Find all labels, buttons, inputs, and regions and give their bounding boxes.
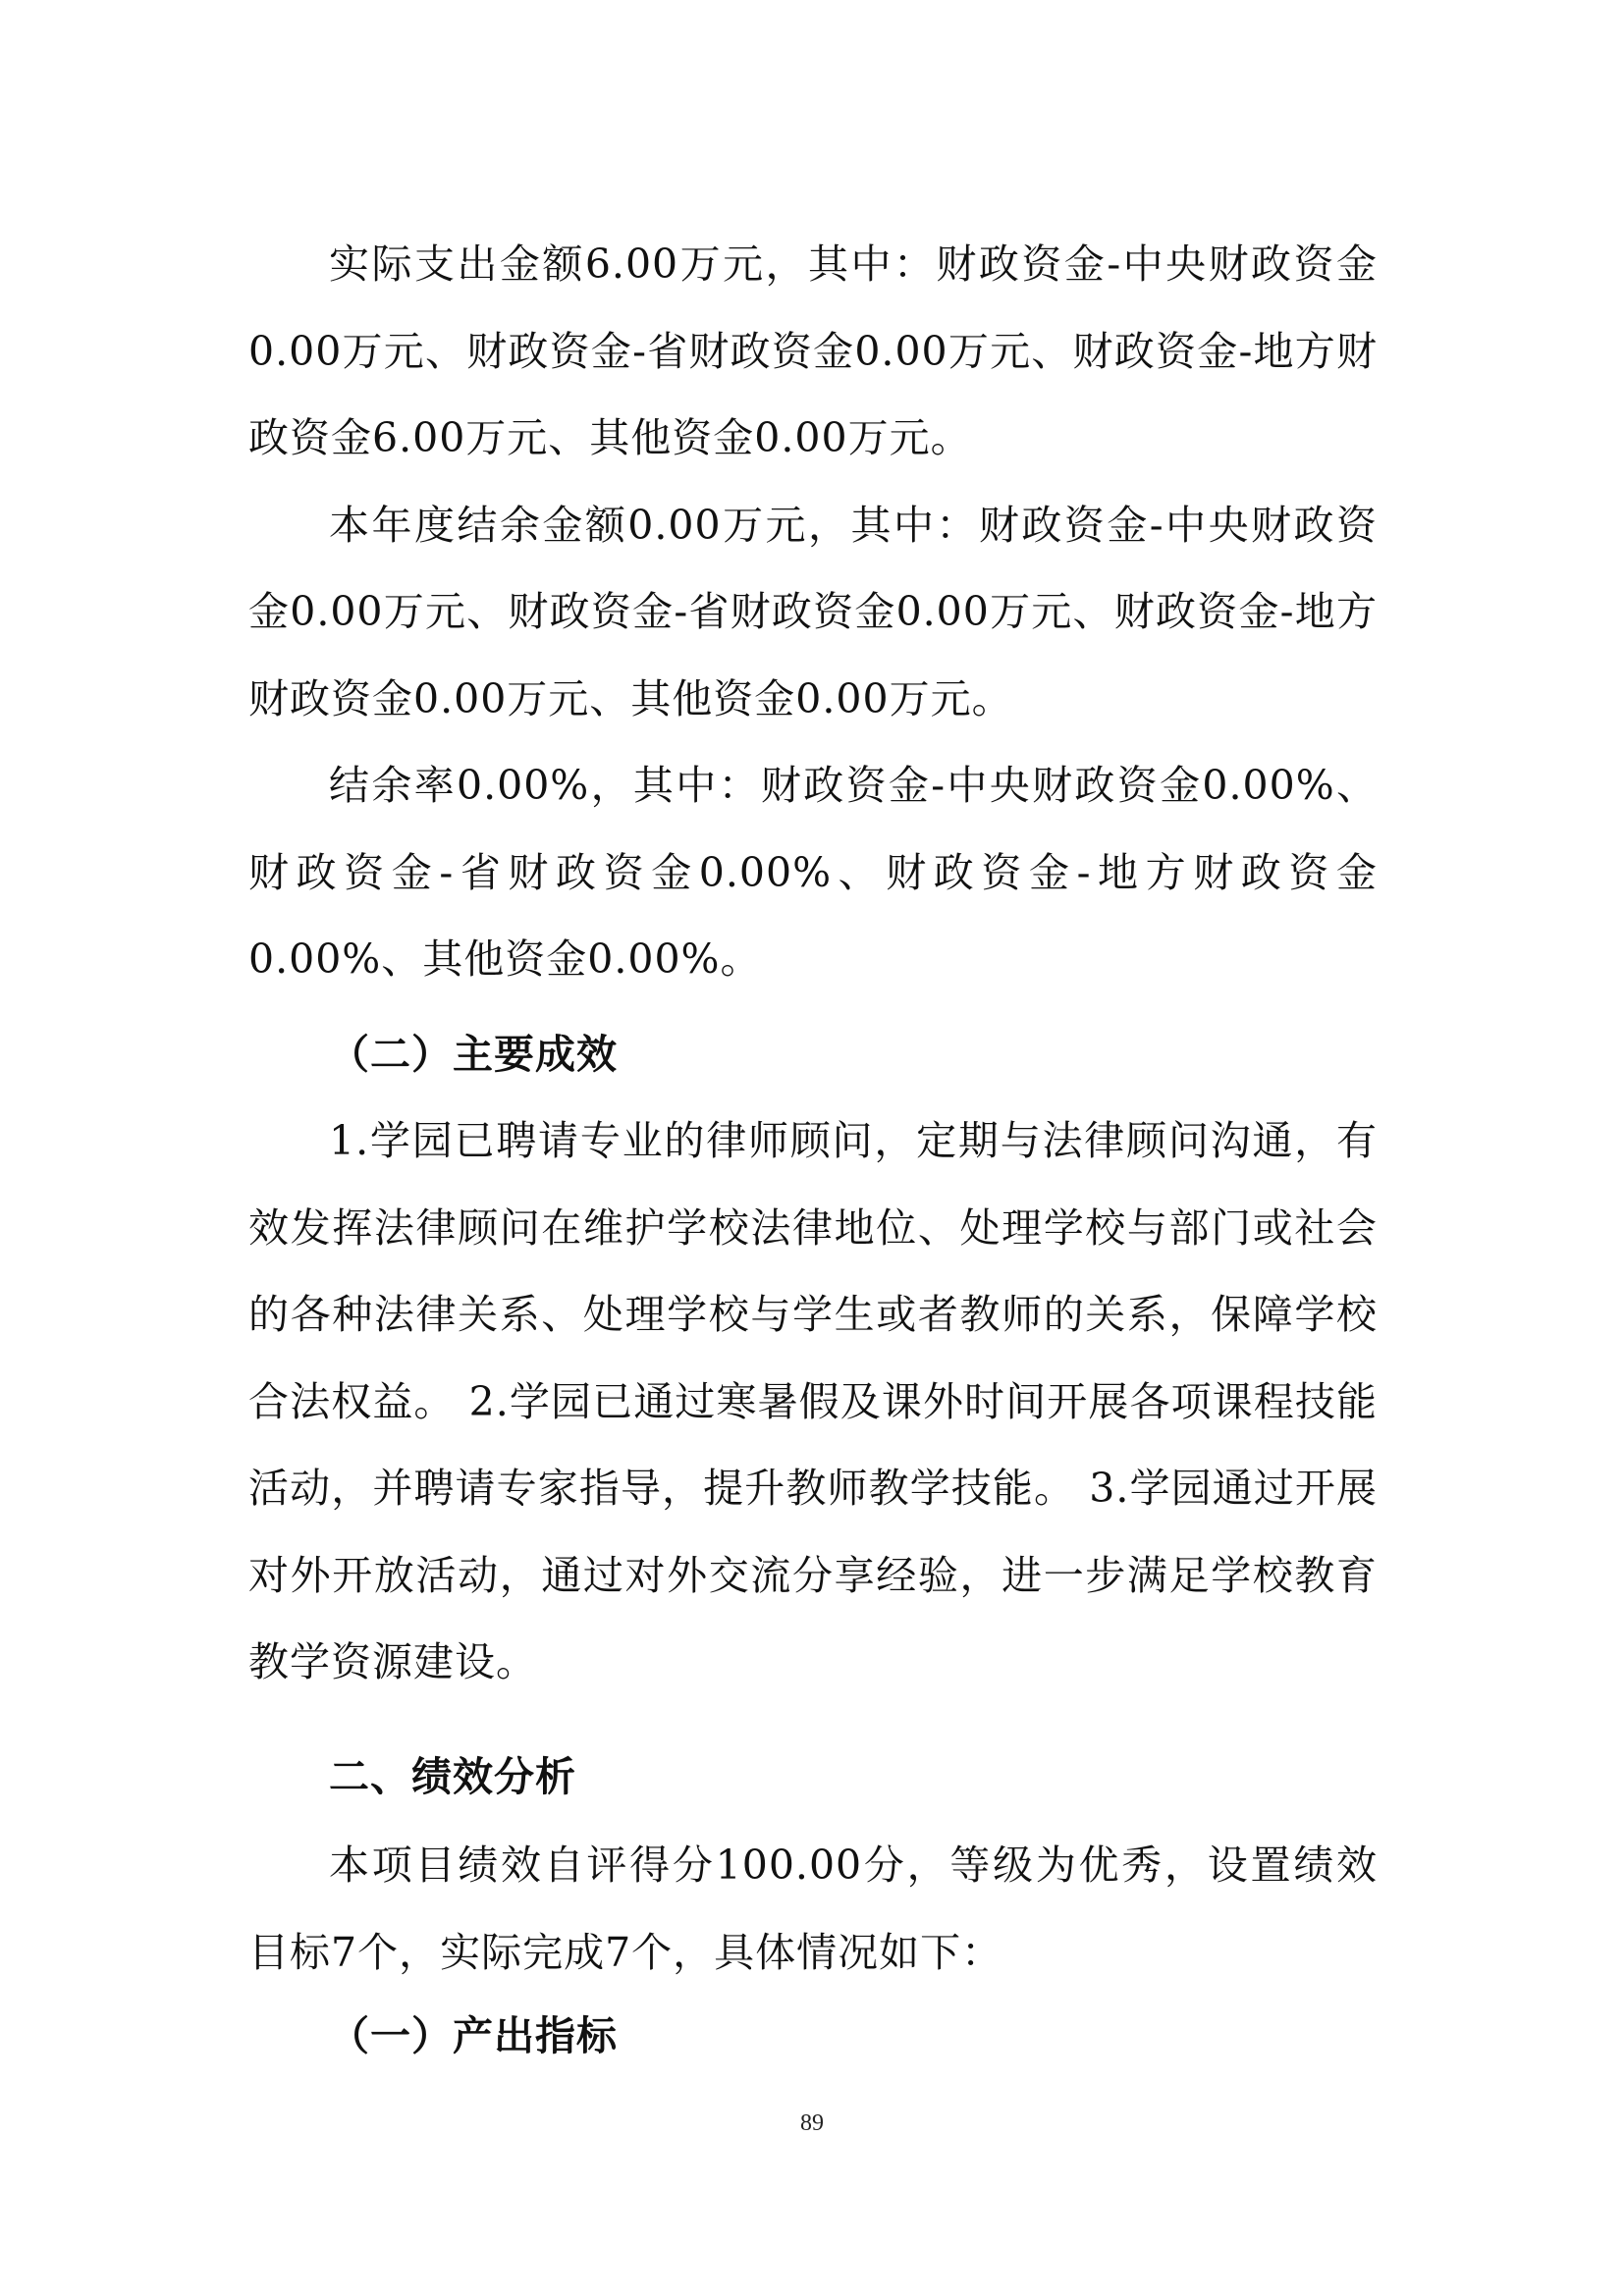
- results-block: [248, 1097, 1378, 1706]
- performance-analysis-paragraph: 本项目绩效自评得分100.00分，等级为优秀，设置绩效目标7个，实际完成7个，具体情况如下：: [248, 1842, 1378, 1976]
- main-results-heading: （二）主要成效: [329, 1031, 618, 1078]
- expenditure-paragraph: 实际支出金额6.00万元，其中：财政资金-中央财政资金0.00万元、财政资金-省财政资金0.00万元、财政资金-地方财政资金6.00万元、其他资金0.00万元。: [248, 240, 1378, 461]
- balance-paragraph: 本年度结余金额0.00万元，其中：财政资金-中央财政资金0.00万元、财政资金-省财政资金0.00万元、财政资金-地方财政资金0.00万元、其他资金0.00万元。: [248, 501, 1378, 722]
- output-indicators-heading: （一）产出指标: [329, 2012, 618, 2059]
- page-number: 89: [800, 2110, 824, 2136]
- funds-block: [248, 221, 1378, 1003]
- balance-rate-paragraph: 结余率0.00%，其中：财政资金-中央财政资金0.00%、财政资金-省财政资金0.00%、财政资金-地方财政资金0.00%、其他资金0.00%。: [248, 762, 1378, 983]
- performance-analysis-heading: 二、绩效分析: [329, 1753, 576, 1800]
- main-results-paragraph: 1.学园已聘请专业的律师顾问，定期与法律顾问沟通，有效发挥法律顾问在维护学校法律地位、处理学校与部门或社会的各种法律关系、处理学校与学生或者教师的关系，保障学校合法权益。 2.学园已通过寒暑假及课外时间开展各项课程技能活动，并聘请专家指导，提升教师教学技能。 3.学园通过开展对外开放活动，通过对外交流分享经验，进一步满足学校教育教学资源建设。: [248, 1117, 1378, 1685]
- analysis-block: [248, 1822, 1378, 1996]
